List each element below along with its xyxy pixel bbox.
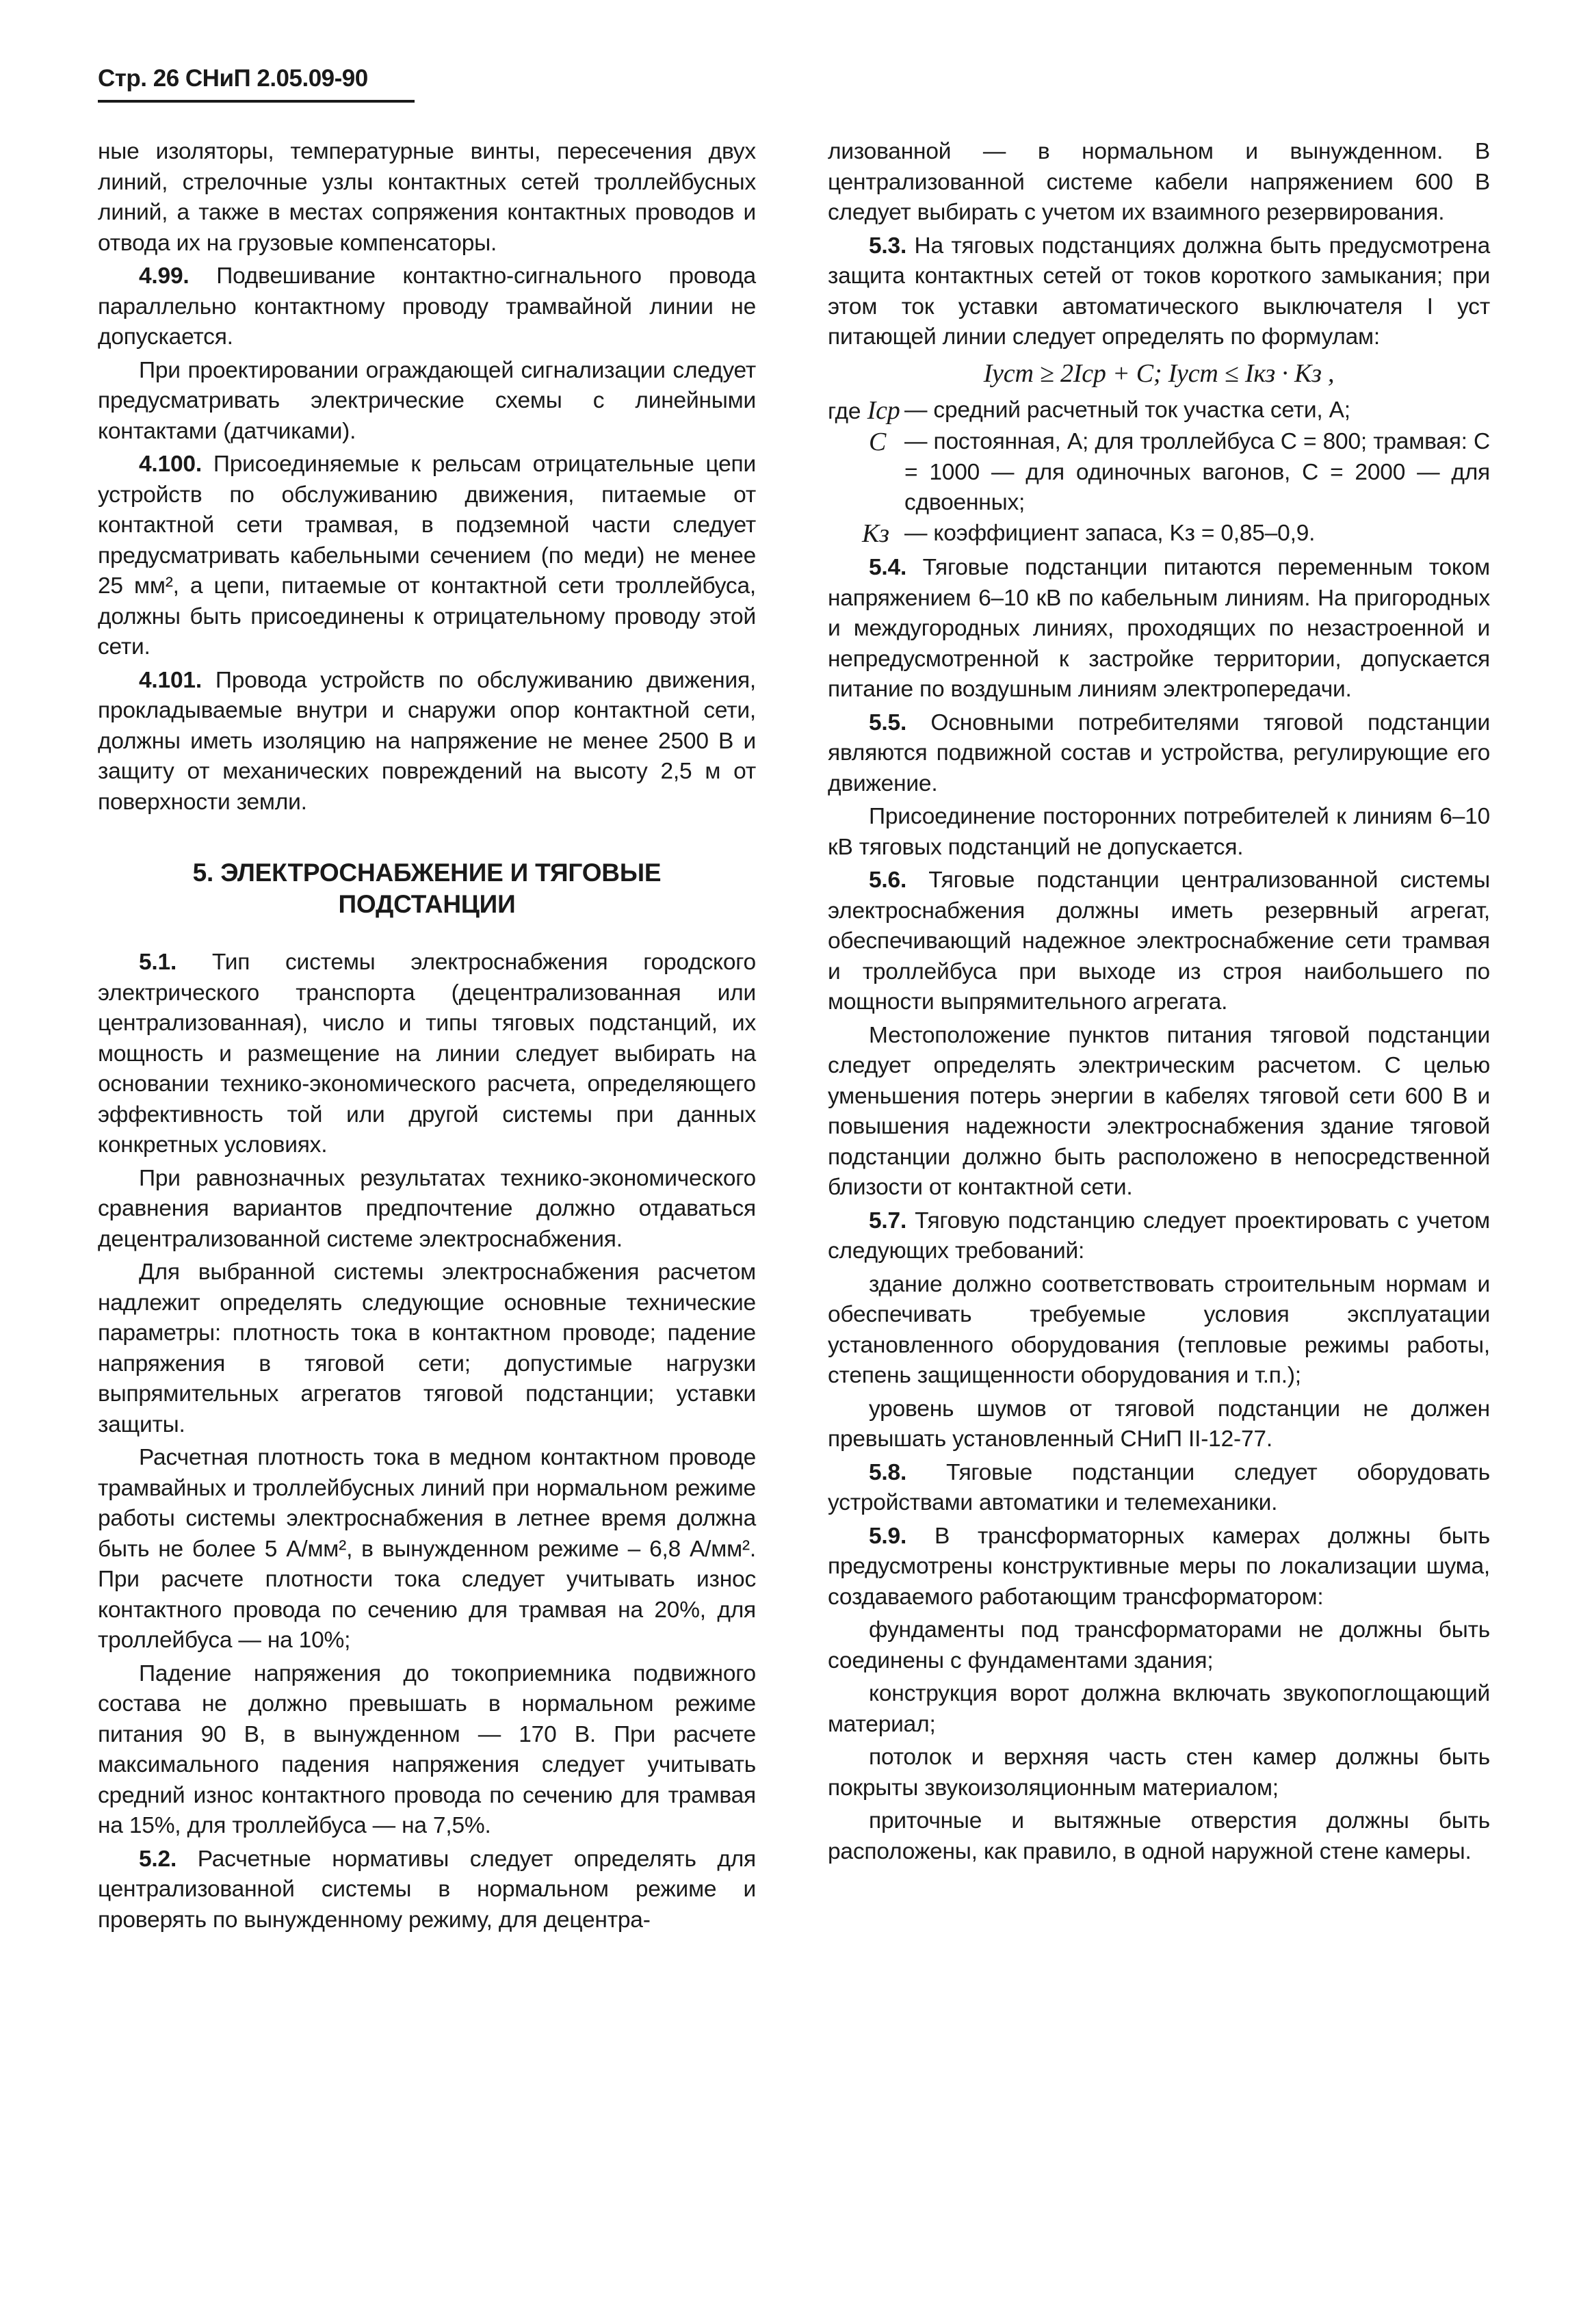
symbol-k-z: Kз <box>862 519 889 548</box>
clause-number: 5.2. <box>139 1846 177 1872</box>
clause-5-2 <box>98 1844 756 1936</box>
clause-text: Тяговые подстанции следует оборудовать устройствами автоматики и телемеханики. <box>828 1459 1490 1515</box>
paragraph: При проектировании ограждающей сигнализации следует предусматривать электрические схемы с линейными контактами (датчиками). <box>98 357 756 444</box>
definition-row <box>828 427 1490 519</box>
clause-text: Провода устройств по обслуживанию движения, прокладываемые внутри и снаружи опор контактной сети, должны иметь изоляцию на напряжение не менее 2500 В и защиту от механических повреждений на высоту 2,5 м от поверхности земли. <box>98 667 756 815</box>
page-header: Стр. 26 СНиП 2.05.09-90 <box>98 65 368 92</box>
symbol-c: C <box>869 428 887 456</box>
clause-number: 4.100. <box>139 452 202 477</box>
clause-5-5 <box>828 708 1490 800</box>
paragraph: Местоположение пунктов питания тяговой подстанции следует определять электрическим расчетом. С целью уменьшения потерь энергии в кабелях тяговой сети 600 В и повышения надежности электроснабжения здание тяговой подстанции должно быть расположено в непосредственной близости от контактной сети. <box>828 1022 1490 1200</box>
paragraph: здание должно соответствовать строительным нормам и обеспечивать требуемые условия эксплуатации установленного оборудования (тепловые режимы работы, степень защищенности оборудования и т.п.); <box>828 1271 1490 1388</box>
formula: Iуст ≥ 2Iср + C; Iуст ≤ Iкз · Kз , <box>983 358 1335 388</box>
clause-text: Тяговые подстанции централизованной системы электроснабжения должны иметь резервный агрегат, обеспечивающий надежное электроснабжение сети трамвая и троллейбуса при выходе из строя наибольшего по мощности выпрямительного агрегата. <box>828 867 1490 1015</box>
paragraph: Присоединение посторонних потребителей к линиям 6–10 кВ тяговых подстанций не допускается. <box>828 804 1490 860</box>
paragraph: потолок и верхняя часть стен камер должны быть покрыты звукоизоляционным материалом; <box>828 1745 1490 1801</box>
clause-text: Основными потребителями тяговой подстанции являются подвижной состав и устройства, регулирующие его движение. <box>828 709 1490 796</box>
clause-number: 5.3. <box>869 233 907 259</box>
clause-5-3 <box>828 231 1490 353</box>
clause-text: Тип системы электроснабжения городского электрического транспорта (децентрализованная или централизованная), число и типы тяговых подстанций, их мощность и размещение на линии следует выбирать на основании технико-экономического расчета, определяющего эффективность той или другой системы при данных конкретных условиях. <box>98 950 756 1158</box>
clause-number: 4.99. <box>139 263 190 289</box>
paragraph: Падение напряжения до токоприемника подвижного состава не должно превышать в нормальном режиме питания 90 В, в вынужденном — 170 В. При расчете максимального падения напряжения следует учитывать средний износ контактного провода по сечению для трамвая на 15%, для троллейбуса — на 7,5%. <box>98 1660 756 1838</box>
clause-number: 5.7. <box>869 1207 907 1233</box>
clause-5-1 <box>98 948 756 1161</box>
left-column <box>98 137 756 1938</box>
paragraph: Расчетная плотность тока в медном контактном проводе трамвайных и троллейбусных линий при нормальном режиме работы системы электроснабжения в летнее время должна быть не более 5 А/мм², в вынужденном режиме – 6,8 А/мм². При расчете плотности тока следует учитывать износ контактного провода по сечению для трамвая на 20%, для троллейбуса — на 10%; <box>98 1445 756 1653</box>
definition-where: где <box>828 398 861 424</box>
clause-number: 5.4. <box>869 555 907 580</box>
definition-text: — постоянная, А; для троллейбуса C = 800; трамвая: C = 1000 — для одиночных вагонов, C = 2000 — для сдвоенных; <box>904 429 1490 515</box>
clause-5-4 <box>828 553 1490 705</box>
definition-row <box>828 395 1490 428</box>
header-rule <box>98 100 415 103</box>
clause-text: Присоединяемые к рельсам отрицательные цепи устройств по обслуживанию движения, питаемые от контактной сети трамвая, в подземной части следует предусматривать кабельными сечением (по меди) не менее 25 мм², а цепи, питаемые от контактной сети троллейбуса, должны быть присоединены к отрицательному проводу этой сети. <box>98 452 756 660</box>
clause-text: Подвешивание контактно-сигнального провода параллельно контактному проводу трамвайной линии не допускается. <box>98 263 756 350</box>
clause-4-99 <box>98 261 756 353</box>
definition-text: — коэффициент запаса, Kз = 0,85–0,9. <box>904 520 1316 546</box>
section-heading-line-1: 5. ЭЛЕКТРОСНАБЖЕНИЕ И ТЯГОВЫЕ <box>192 859 662 887</box>
symbol-i-sr: Iср <box>867 395 900 425</box>
definition-row <box>828 519 1490 549</box>
clause-number: 5.9. <box>869 1523 907 1549</box>
clause-4-100 <box>98 449 756 663</box>
section-heading-line-2: ПОДСТАНЦИИ <box>338 890 516 918</box>
clause-text: Тяговые подстанции питаются переменным током напряжением 6–10 кВ по кабельным линиям. На пригородных и междугородных линиях, проходящих по незастроенной и непредусмотренной к застройке территории, допускается питание по воздушным линиям электропередачи. <box>828 555 1490 702</box>
paragraph: При равнозначных результатах технико-экономического сравнения вариантов предпочтение должно отдаваться децентрализованной системе электроснабжения. <box>98 1165 756 1252</box>
clause-text: В трансформаторных камерах должны быть предусмотрены конструктивные меры по локализации шума, создаваемого работающим трансформатором: <box>828 1523 1490 1610</box>
definition-symbol <box>828 395 904 428</box>
clause-number: 5.8. <box>869 1459 907 1485</box>
paragraph: конструкция ворот должна включать звукопоглощающий материал; <box>828 1681 1490 1737</box>
clause-number: 5.1. <box>139 950 177 975</box>
clause-number: 5.5. <box>869 709 907 735</box>
definition-text: — средний расчетный ток участка сети, А; <box>904 397 1350 423</box>
clause-text: Расчетные нормативы следует определять для централизованной системы в нормальном режиме и проверять по вынужденному режиму, для децентра- <box>98 1846 756 1933</box>
clause-4-101 <box>98 666 756 818</box>
paragraph: фундаменты под трансформаторами не должны быть соединены с фундаментами здания; <box>828 1617 1490 1673</box>
clause-text: Тяговую подстанцию следует проектировать с учетом следующих требований: <box>828 1207 1490 1264</box>
clause-number: 4.101. <box>139 667 202 693</box>
clause-5-8 <box>828 1458 1490 1519</box>
clause-text: На тяговых подстанциях должна быть предусмотрена защита контактных сетей от токов короткого замыкания; при этом ток уставки автоматического выключателя I уст питающей линии следует определять по формулам: <box>828 233 1490 350</box>
clause-number: 5.6. <box>869 867 907 893</box>
paragraph: Для выбранной системы электроснабжения расчетом надлежит определять следующие основные технические параметры: плотность тока в контактном проводе; падение напряжения в тяговой сети; допустимые нагрузки выпрямительных агрегатов тяговой подстанции; уставки защиты. <box>98 1259 756 1437</box>
formula-definitions <box>828 395 1490 549</box>
right-column <box>828 137 1490 1870</box>
paragraph: лизованной — в нормальном и вынужденном. В централизованной системе кабели напряжением 600 В следует выбирать с учетом их взаимного резервирования. <box>828 139 1490 225</box>
clause-5-7 <box>828 1206 1490 1267</box>
section-heading <box>98 857 756 920</box>
paragraph: уровень шумов от тяговой подстанции не должен превышать установленный СНиП II-12-77. <box>828 1396 1490 1452</box>
clause-5-6 <box>828 865 1490 1018</box>
clause-5-9 <box>828 1522 1490 1613</box>
paragraph: ные изоляторы, температурные винты, пересечения двух линий, стрелочные узлы контактных сетей троллейбусных линий, а также в местах сопряжения контактных проводов и отвода их на грузовые компенсаторы. <box>98 139 756 256</box>
paragraph: приточные и вытяжные отверстия должны быть расположены, как правило, в одной наружной стене камеры. <box>828 1808 1490 1864</box>
